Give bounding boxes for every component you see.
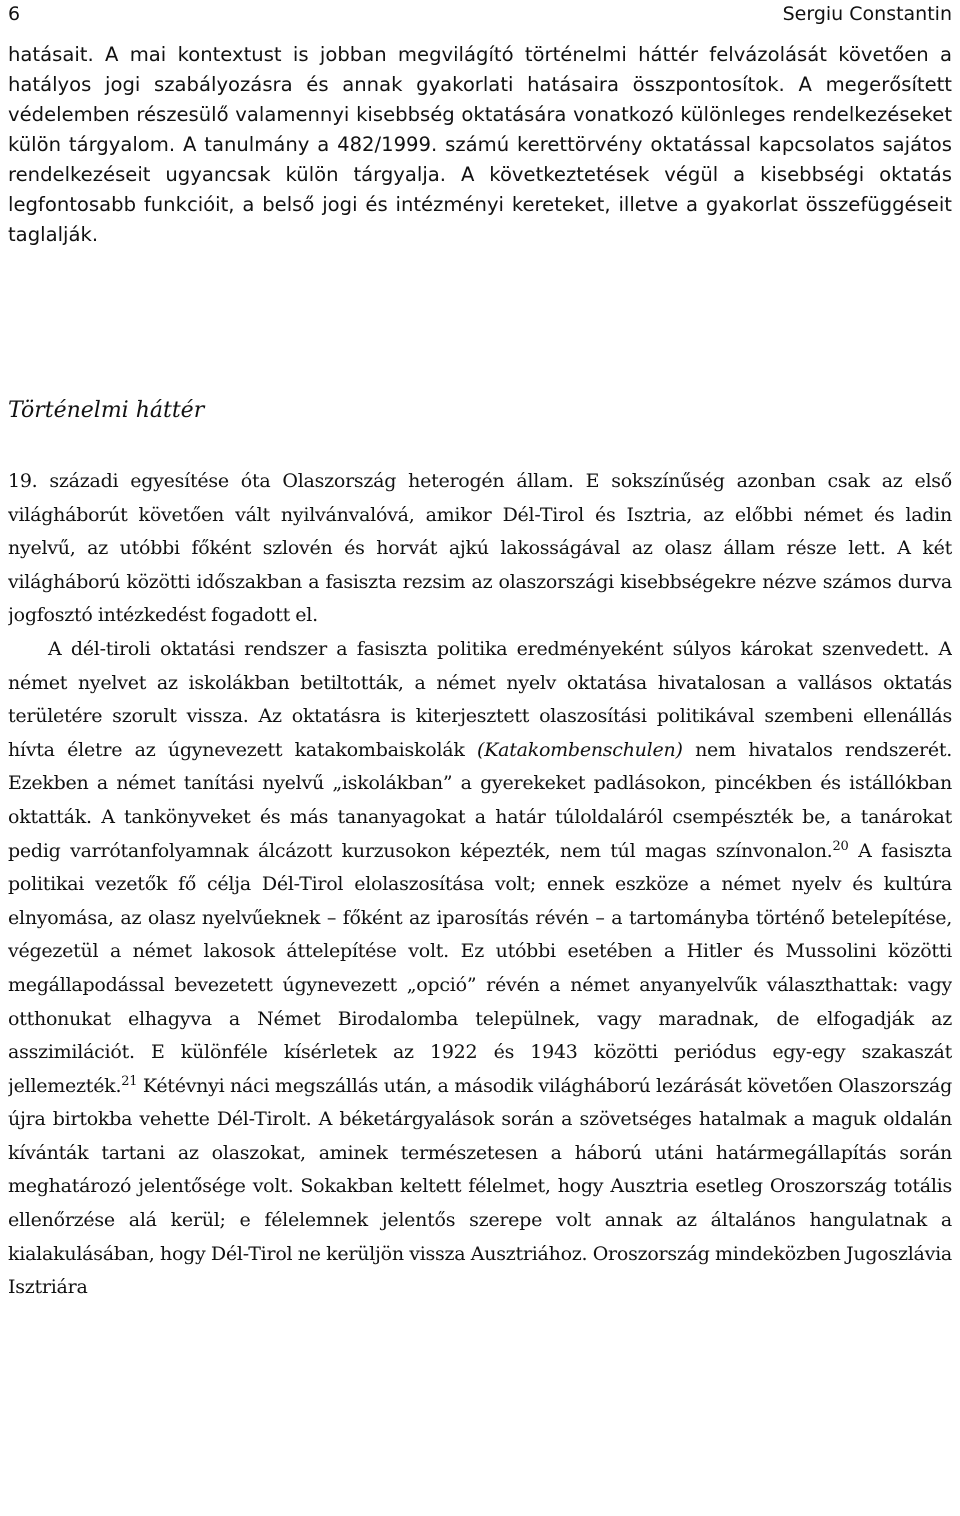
intro-paragraph: hatásait. A mai kontextust is jobban megvilágító történelmi háttér felvázolását követően a hatályos jogi szabályozásra és annak gyakorlati hatásaira összpontosítok. A megerősített védelemben részesülő valamennyi kisebbség oktatására vonatkozó különleges rendelkezéseket külön tárgyalom. A tanulmány a 482/1999. számú kerettörvény oktatással kapcsolatos sajátos rendelkezéseit ugyancsak külön tárgyalja. A következtetések végül a kisebbségi oktatás legfontosabb funkcióit, a belső jogi és intézményi kereteket, illetve a gyakorlat összefüggéseit taglalják. [8,43,952,246]
paragraph-text: Kétévnyi náci megszállás után, a második világháború lezárását követően Olaszország újra birtokba vehette Dél-Tirolt. A béketárgyalások során a szövetséges hatalmak a maguk oldalán kívánták tartani az olaszokat, aminek természetesen a háború utáni határmegállapítás során meghatározó jelentősége volt. Sokakban keltett félelmet, hogy Ausztria esetleg Oroszország totális ellenőrzése alá kerül; e félelemnek jelentős szerepe volt annak az általános hangulatnak a kialakulásában, hogy Dél-Tirol ne kerüljön vissza Ausztriához. Oroszország mindeközben Jugoszlávia Isztriára [8,1074,952,1299]
section-heading: Történelmi háttér [8,398,205,423]
paragraph-text: 19. századi egyesítése óta Olaszország heterogén állam. E sokszínűség azonban csak az első világháborút követően vált nyilvánvalóvá, amikor Dél-Tirol és Isztria, az előbbi német és ladin nyelvű, az utóbbi főként szlovén és horvát ajkú lakosságával az olasz állam része lett. A két világháború közötti időszakban a fasiszta rezsim az olaszországi kisebbségekre nézve számos durva jogfosztó intézkedést fogadott el. [8,470,952,627]
page-number: 6 [8,3,21,25]
paragraph-text: nem hivatalos rendszerét. Ezekben a német tanítási nyelvű „iskolákban” a gyerekeket padlásokon, pincékben és istállókban oktatták. A tankönyveket és más tananyagokat a határ túloldaláról csempészték be, a tanárokat pedig varrótanfolyamnak álcázott kurzusokon képezték, nem túl magas színvonalon. [8,738,952,862]
body-paragraph-2 [8,633,952,1305]
body-paragraph-1 [8,465,952,633]
footnote-ref[interactable]: 20 [832,838,849,854]
italic-term: (Katakombenschulen) [477,738,683,761]
footnote-ref[interactable]: 21 [121,1073,138,1089]
document-page [8,0,952,1516]
section-body [8,465,952,1305]
running-header [8,2,952,26]
paragraph-text: A fasiszta politikai vezetők fő célja Dél-Tirol elolaszosítása volt; ennek eszköze a német nyelv és kultúra elnyomása, az olasz nyelvűeknek – főként az iparosítás révén – a tartományba történő betelepítése, végezetül a német lakosok áttelepítése volt. Ez utóbbi esetében a Hitler és Mussolini közötti megállapodással bevezetett úgynevezett „opció” révén a német anyanyelvűk választhattak: vagy otthonukat elhagyva a Német Birodalomba települnek, vagy maradnak, de elfogadják az asszimilációt. E különféle kísérletek az 1922 és 1943 közötti periódus egy-egy szakaszát jellemezték. [8,839,952,1097]
paragraph-text: A dél-tiroli oktatási rendszer a fasiszta politika eredményeként súlyos károkat szenvedett. A német nyelvet az iskolákban betiltották, a német nyelv oktatása hivatalosan a vallásos oktatás területére szorult vissza. Az oktatásra is kiterjesztett olaszosítási politikával szembeni ellenállás hívta életre az úgynevezett katakombaiskolák [8,637,952,761]
running-head-author: Sergiu Constantin [782,3,952,25]
